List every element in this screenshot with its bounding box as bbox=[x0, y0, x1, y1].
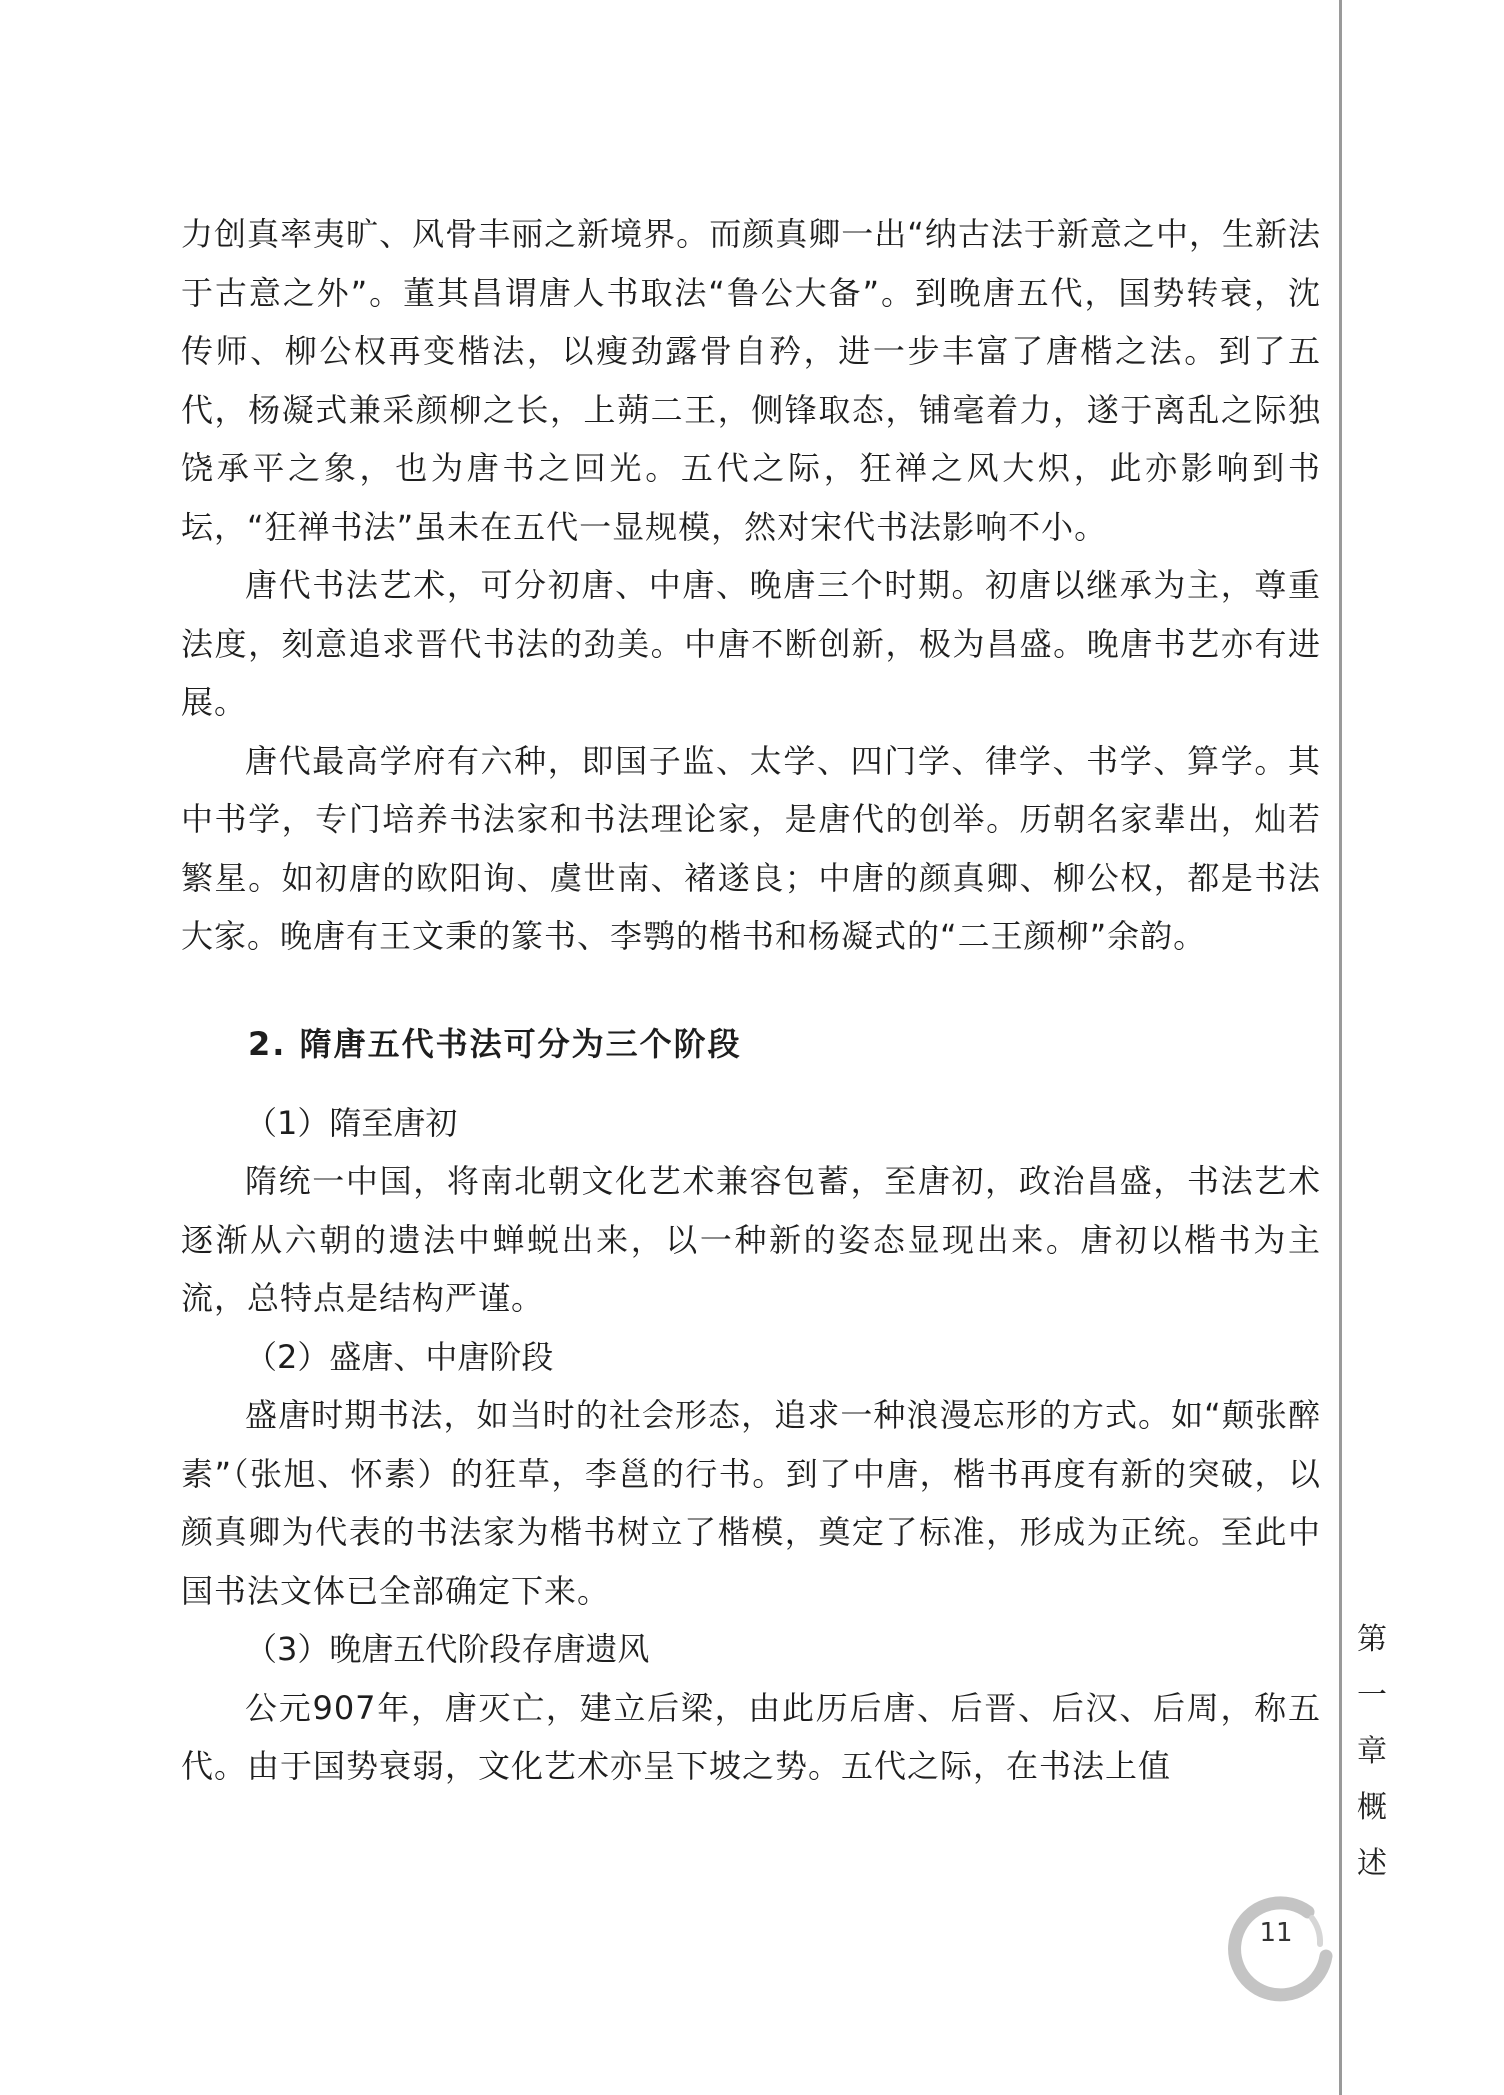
chapter-tab-char: 一 bbox=[1357, 1678, 1387, 1713]
chapter-tab bbox=[1344, 1612, 1400, 1892]
page-number: 11 bbox=[1259, 1918, 1293, 1948]
stage1-text: 隋统一中国，将南北朝文化艺术兼容包蓄，至唐初，政治昌盛，书法艺术逐渐从六朝的遗法中蝉蜕出来，以一种新的姿态显现出来。唐初以楷书为主流，总特点是结构严谨。 bbox=[181, 1162, 1321, 1317]
stage2-text: 盛唐时期书法，如当时的社会形态，追求一种浪漫忘形的方式。如“颠张醉素”（张旭、怀素）的狂草，李邕的行书。到了中唐，楷书再度有新的突破，以颜真卿为代表的书法家为楷书树立了楷模，奠定了标准，形成为正统。至此中国书法文体已全部确定下来。 bbox=[181, 1396, 1321, 1610]
paragraph-tang-calligraphy-intro: 力创真率夷旷、风骨丰丽之新境界。而颜真卿一出“纳古法于新意之中，生新法于古意之外”。董其昌谓唐人书取法“鲁公大备”。到晚唐五代，国势转衰，沈传师、柳公权再变楷法，以瘦劲露骨自矜，进一步丰富了唐楷之法。到了五代，杨凝式兼采颜柳之长，上蒴二王，侧锋取态，铺毫着力，遂于离乱之际独饶承平之象，也为唐书之回光。五代之际，狂禅之风大炽，此亦影响到书坛，“狂禅书法”虽未在五代一显规模，然对宋代书法影响不小。 bbox=[181, 215, 1321, 546]
stage3-text: 公元907年，唐灭亡，建立后梁，由此历后唐、后晋、后汉、后周，称五代。由于国势衰弱，文化艺术亦呈下坡之势。五代之际，在书法上值 bbox=[181, 1688, 1321, 1785]
stage1-title: （1）隋至唐初 bbox=[245, 1103, 458, 1142]
chapter-tab-char: 章 bbox=[1357, 1734, 1387, 1769]
chapter-tab-char: 述 bbox=[1357, 1846, 1387, 1881]
margin-rule bbox=[1339, 0, 1342, 2095]
chapter-tab-char: 第 bbox=[1357, 1622, 1387, 1657]
paragraph-tang-periods: 唐代书法艺术，可分初唐、中唐、晚唐三个时期。初唐以继承为主，尊重法度，刻意追求晋代书法的劲美。中唐不断创新，极为昌盛。晚唐书艺亦有进展。 bbox=[181, 566, 1321, 721]
section-heading: 2. 隋唐五代书法可分为三个阶段 bbox=[248, 1024, 742, 1063]
chapter-tab-char: 概 bbox=[1357, 1790, 1387, 1825]
stage2-title: （2）盛唐、中唐阶段 bbox=[245, 1337, 554, 1376]
stage3-title: （3）晚唐五代阶段存唐遗风 bbox=[245, 1630, 650, 1668]
page-body bbox=[181, 205, 1321, 1796]
paragraph-tang-academies: 唐代最高学府有六种，即国子监、太学、四门学、律学、书学、算学。其中书学，专门培养书法家和书法理论家，是唐代的创举。历朝名家辈出，灿若繁星。如初唐的欧阳询、虞世南、褚遂良；中唐的颜真卿、柳公权，都是书法大家。晚唐有王文秉的篆书、李鹗的楷书和杨凝式的“二王颜柳”余韵。 bbox=[181, 741, 1321, 955]
